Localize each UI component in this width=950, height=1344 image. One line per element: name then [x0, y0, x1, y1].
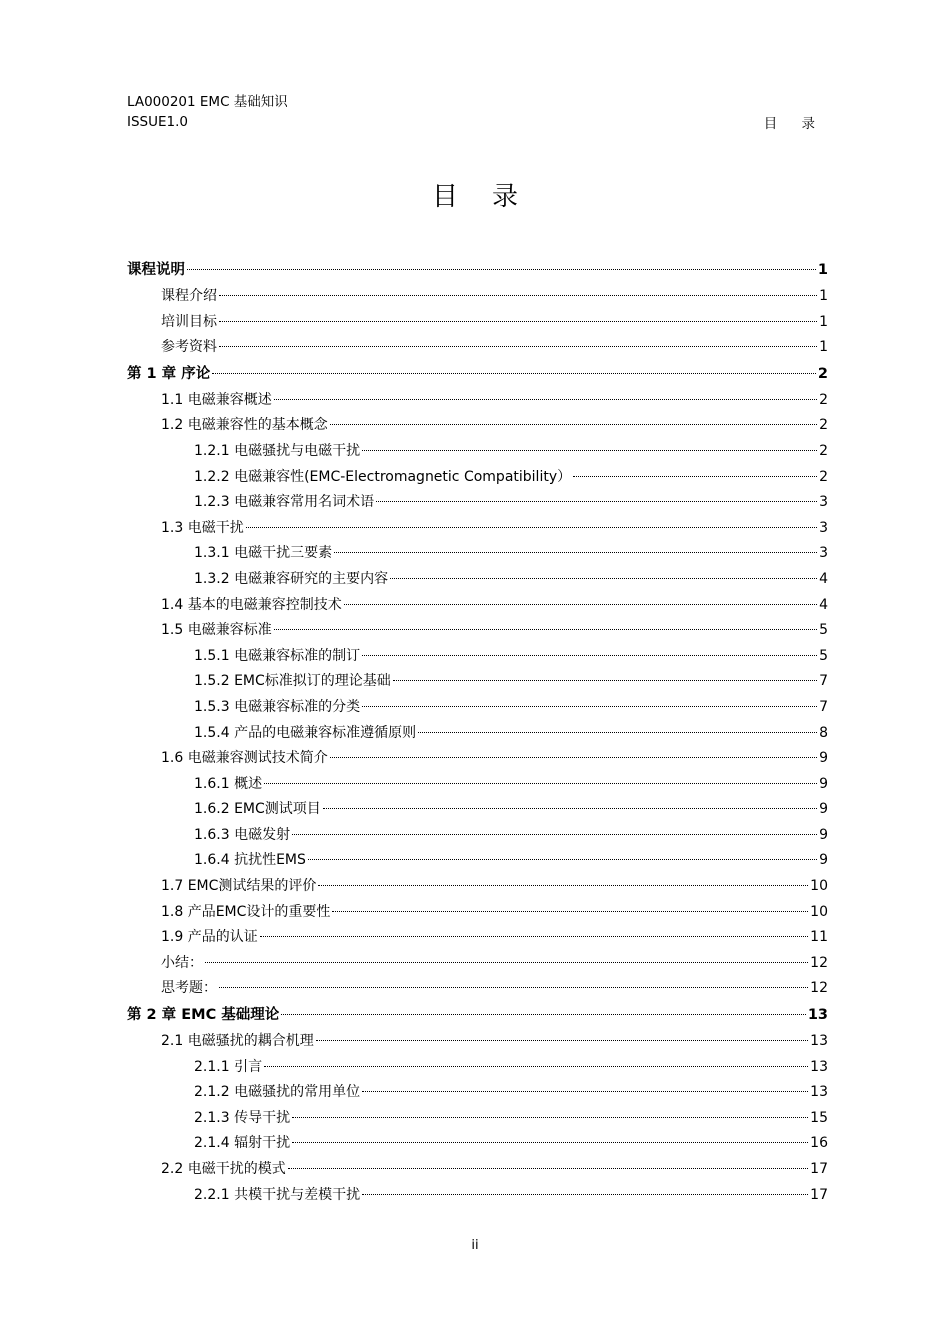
toc-entry[interactable] [127, 1081, 828, 1107]
toc-entry-title: 课程介绍 [161, 288, 217, 304]
issue-label: ISSUE1.0 [127, 114, 189, 130]
toc-entry-page: 2 [819, 468, 828, 485]
dot-leader [264, 1065, 808, 1067]
toc-entry[interactable] [127, 414, 828, 440]
toc-entry[interactable] [127, 336, 828, 362]
table-of-contents [127, 258, 828, 1209]
toc-entry-title: 课程说明 [127, 262, 185, 278]
toc-entry-title: 1.5.2 EMC标准拟订的理论基础 [194, 673, 391, 690]
toc-entry-title: 1.6.1 概述 [194, 775, 263, 792]
dot-leader [316, 1039, 808, 1041]
toc-entry[interactable] [127, 824, 828, 850]
toc-entry-page: 8 [819, 724, 828, 741]
toc-entry[interactable] [127, 542, 828, 568]
dot-leader [323, 807, 817, 809]
dot-leader [246, 526, 817, 528]
toc-entry-title: 1.4 基本的电磁兼容控制技术 [161, 596, 342, 613]
toc-entry-title: 1.1 电磁兼容概述 [161, 391, 272, 408]
toc-entry-page: 4 [819, 570, 828, 587]
dot-leader [390, 577, 817, 579]
toc-entry[interactable] [127, 1056, 828, 1082]
toc-entry-title: 2.2 电磁干扰的模式 [161, 1161, 286, 1177]
toc-entry-title: 2.1.2 电磁骚扰的常用单位 [194, 1084, 361, 1101]
toc-entry-title: 1.6.3 电磁发射 [194, 826, 291, 843]
toc-entry[interactable] [127, 311, 828, 337]
toc-entry-page: 9 [819, 852, 828, 869]
dot-leader [362, 1090, 808, 1092]
toc-entry-title: 1.2.2 电磁兼容性(EMC-Electromagnetic Compatibility） [194, 468, 572, 485]
dot-leader [274, 398, 817, 400]
toc-entry-title: 1.3.2 电磁兼容研究的主要内容 [194, 570, 389, 587]
toc-entry-page: 5 [819, 647, 828, 664]
dot-leader [393, 679, 817, 681]
dot-leader [334, 551, 817, 553]
toc-entry[interactable] [127, 1158, 828, 1184]
toc-entry-title: 1.5.4 产品的电磁兼容标准遵循原则 [194, 724, 417, 741]
toc-entry-page: 3 [819, 519, 828, 536]
toc-entry-page: 13 [810, 1058, 828, 1075]
toc-entry-title: 1.5.1 电磁兼容标准的制订 [194, 647, 361, 664]
toc-entry-page: 11 [810, 929, 828, 946]
toc-entry-page: 1 [819, 339, 828, 356]
dot-leader [418, 731, 817, 733]
dot-leader [212, 372, 816, 374]
dot-leader [573, 475, 817, 477]
toc-entry[interactable] [127, 645, 828, 671]
toc-entry[interactable] [127, 722, 828, 748]
toc-entry[interactable] [127, 849, 828, 875]
toc-entry[interactable] [127, 594, 828, 620]
dot-leader [362, 1193, 808, 1195]
dot-leader [187, 268, 816, 270]
toc-entry-page: 3 [819, 545, 828, 562]
dot-leader [219, 986, 808, 988]
dot-leader [376, 500, 817, 502]
toc-entry-page: 10 [810, 903, 828, 920]
toc-entry[interactable] [127, 1003, 828, 1030]
toc-entry-page: 10 [810, 878, 828, 895]
toc-entry-title: 1.2 电磁兼容性的基本概念 [161, 417, 328, 434]
dot-leader [332, 910, 808, 912]
toc-entry-title: 1.7 EMC测试结果的评价 [161, 878, 317, 895]
toc-entry[interactable] [127, 926, 828, 952]
dot-leader [219, 294, 817, 296]
dot-leader [205, 961, 808, 963]
toc-entry-title: 第 2 章 EMC 基础理论 [127, 1007, 280, 1024]
toc-entry-page: 9 [819, 826, 828, 843]
toc-entry-page: 7 [819, 698, 828, 715]
toc-entry-title: 参考资料 [161, 339, 217, 356]
toc-entry-page: 5 [819, 622, 828, 639]
dot-leader [344, 603, 817, 605]
toc-entry-title: 培训目标 [161, 313, 217, 330]
page-number: ii [471, 1238, 479, 1253]
dot-leader [274, 628, 817, 630]
toc-entry-page: 1 [819, 288, 828, 304]
toc-entry[interactable] [127, 1030, 828, 1056]
toc-entry-page: 17 [810, 1161, 828, 1177]
dot-leader [219, 320, 817, 322]
toc-entry[interactable] [127, 619, 828, 645]
dot-leader [292, 1116, 808, 1118]
dot-leader [264, 782, 817, 784]
dot-leader [288, 1167, 808, 1169]
dot-leader [292, 1141, 808, 1143]
toc-entry[interactable] [127, 466, 828, 492]
toc-entry-title: 1.8 产品EMC设计的重要性 [161, 903, 331, 920]
section-label: 目 录 [763, 116, 825, 132]
dot-leader [260, 935, 808, 937]
toc-entry-title: 2.1 电磁骚扰的耦合机理 [161, 1033, 314, 1050]
toc-entry[interactable] [127, 285, 828, 311]
toc-entry-page: 13 [810, 1084, 828, 1101]
toc-entry-title: 1.5.3 电磁兼容标准的分类 [194, 698, 361, 715]
toc-entry-title: 小结： [161, 954, 203, 971]
toc-entry-title: 1.9 产品的认证 [161, 929, 258, 946]
toc-entry[interactable] [127, 977, 828, 1003]
toc-entry[interactable] [127, 696, 828, 722]
toc-entry[interactable] [127, 362, 828, 389]
dot-leader [362, 705, 817, 707]
dot-leader [219, 345, 817, 347]
toc-entry-title: 1.5 电磁兼容标准 [161, 622, 272, 639]
toc-entry[interactable] [127, 568, 828, 594]
toc-entry-title: 1.6 电磁兼容测试技术简介 [161, 750, 328, 767]
toc-entry-title: 1.2.3 电磁兼容常用名词术语 [194, 494, 375, 511]
toc-entry[interactable] [127, 389, 828, 415]
toc-entry-title: 思考题： [161, 980, 217, 997]
toc-entry-page: 12 [810, 980, 828, 997]
toc-entry[interactable] [127, 952, 828, 978]
toc-entry-page: 2 [819, 391, 828, 408]
toc-entry-page: 12 [810, 954, 828, 971]
toc-entry-page: 15 [810, 1109, 828, 1126]
toc-entry-title: 2.1.3 传导干扰 [194, 1109, 291, 1126]
toc-entry-page: 13 [807, 1007, 828, 1024]
toc-entry-title: 2.2.1 共模干扰与差模干扰 [194, 1186, 361, 1203]
toc-entry-page: 17 [810, 1186, 828, 1203]
toc-entry-page: 13 [810, 1033, 828, 1050]
toc-entry-page: 4 [819, 596, 828, 613]
dot-leader [308, 858, 817, 860]
toc-entry-title: 1.2.1 电磁骚扰与电磁干扰 [194, 442, 361, 459]
dot-leader [292, 833, 817, 835]
toc-entry[interactable] [127, 901, 828, 927]
page-title: 目录 [431, 182, 552, 212]
toc-entry-page: 7 [819, 673, 828, 690]
toc-entry[interactable] [127, 798, 828, 824]
dot-leader [362, 449, 817, 451]
toc-entry-page: 3 [819, 494, 828, 511]
toc-entry-page: 9 [819, 775, 828, 792]
toc-entry-title: 1.6.2 EMC测试项目 [194, 801, 321, 818]
toc-entry-title: 1.3.1 电磁干扰三要素 [194, 545, 333, 562]
toc-entry[interactable] [127, 1132, 828, 1158]
toc-entry[interactable] [127, 440, 828, 466]
toc-entry[interactable] [127, 517, 828, 543]
toc-entry-page: 1 [817, 262, 828, 278]
toc-entry-page: 1 [819, 313, 828, 330]
toc-entry-title: 1.6.4 抗扰性EMS [194, 852, 306, 869]
toc-entry[interactable] [127, 258, 828, 285]
toc-entry-title: 1.3 电磁干扰 [161, 519, 244, 536]
toc-entry[interactable] [127, 747, 828, 773]
dot-leader [330, 756, 817, 758]
toc-entry[interactable] [127, 670, 828, 696]
toc-entry-page: 16 [810, 1135, 828, 1152]
dot-leader [281, 1013, 806, 1015]
toc-entry-page: 9 [819, 801, 828, 818]
toc-entry-page: 2 [817, 365, 828, 382]
toc-entry[interactable] [127, 875, 828, 901]
toc-entry-page: 2 [819, 417, 828, 434]
document-title: LA000201 EMC 基础知识 [127, 94, 288, 110]
toc-entry-page: 9 [819, 750, 828, 767]
dot-leader [318, 884, 808, 886]
toc-entry[interactable] [127, 491, 828, 517]
toc-entry[interactable] [127, 1184, 828, 1210]
dot-leader [330, 423, 817, 425]
toc-entry-title: 2.1.4 辐射干扰 [194, 1135, 291, 1152]
toc-entry[interactable] [127, 773, 828, 799]
toc-entry-title: 第 1 章 序论 [127, 365, 211, 382]
dot-leader [362, 654, 817, 656]
toc-entry-page: 2 [819, 442, 828, 459]
running-header [127, 92, 288, 132]
toc-entry-title: 2.1.1 引言 [194, 1058, 263, 1075]
toc-entry[interactable] [127, 1107, 828, 1133]
